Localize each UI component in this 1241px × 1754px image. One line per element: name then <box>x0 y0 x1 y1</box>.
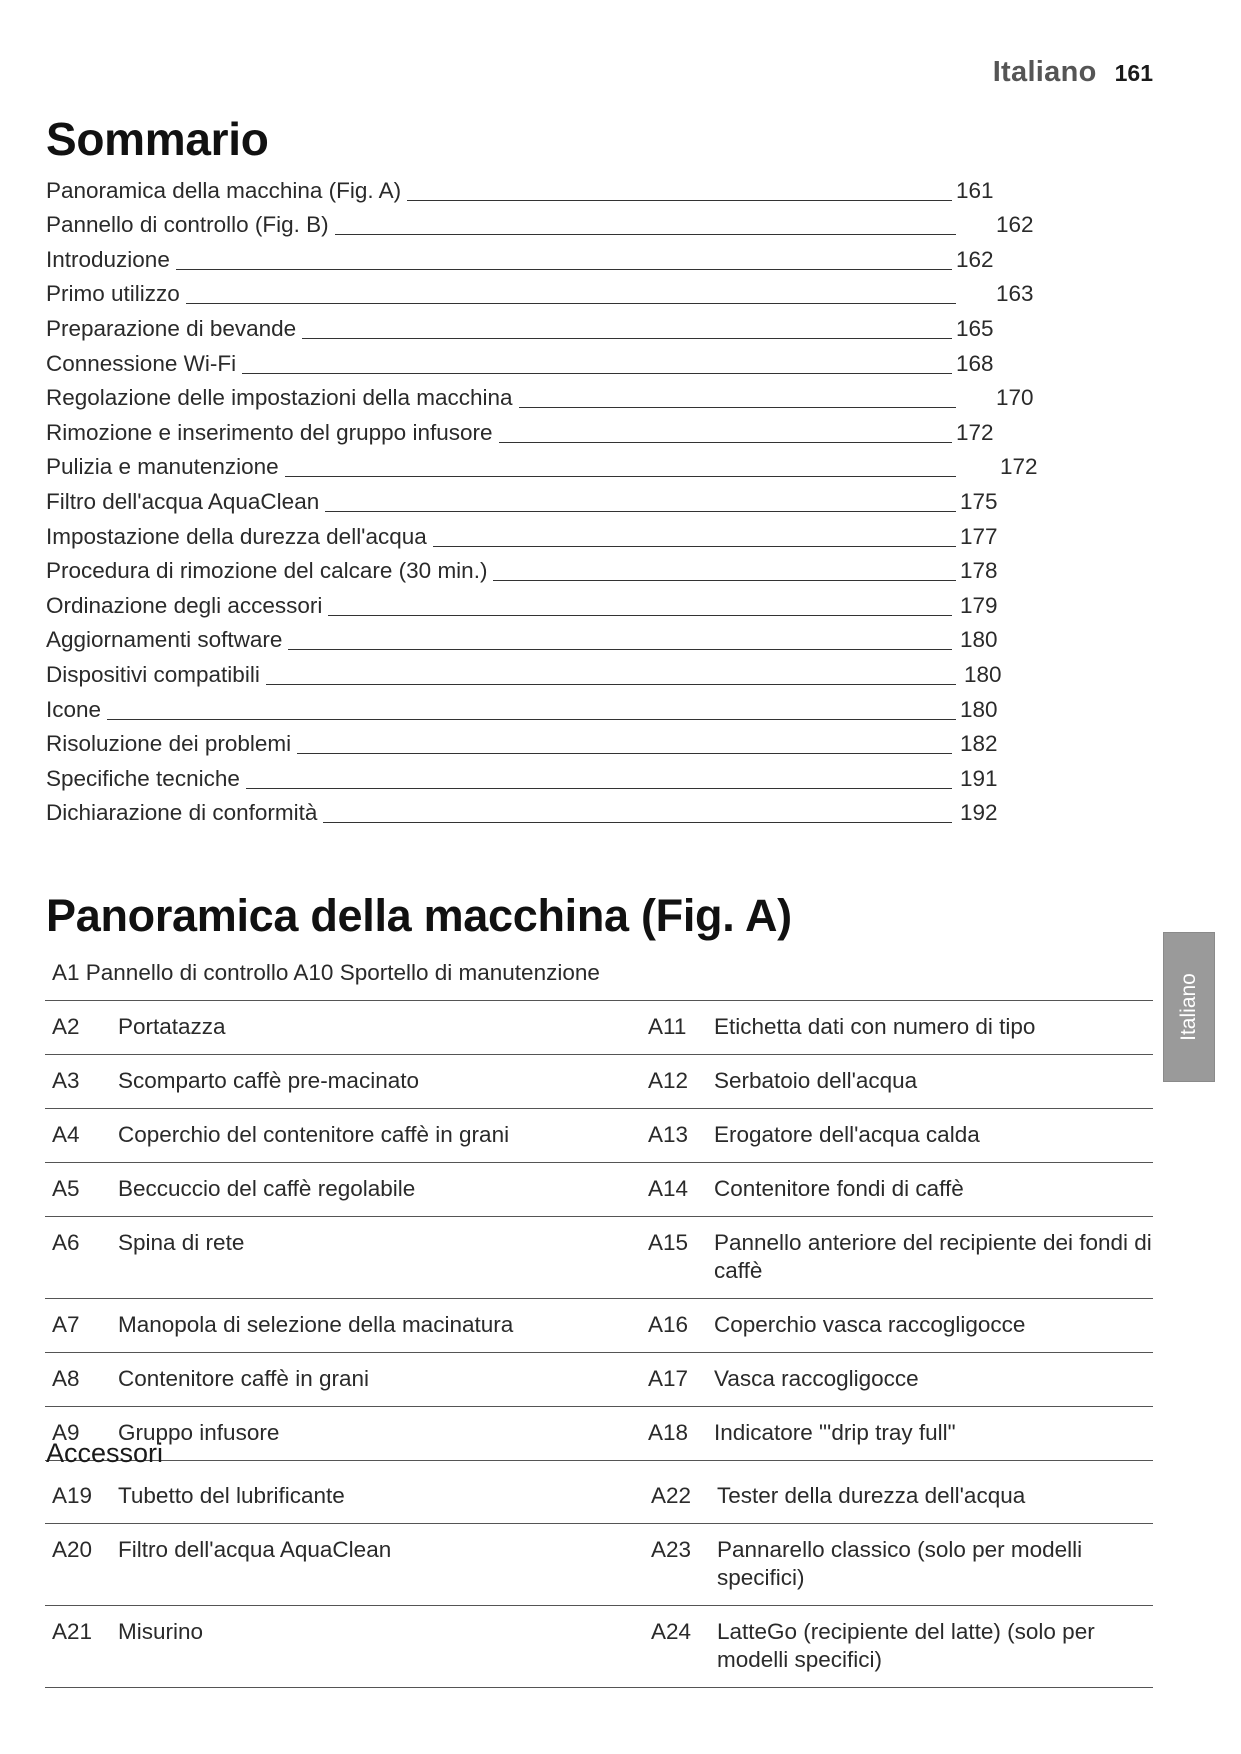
table-row <box>45 1109 1153 1163</box>
toc-entry-page: 180 <box>960 696 998 722</box>
header-page-number: 161 <box>1114 60 1153 86</box>
toc-entry[interactable] <box>46 449 1166 484</box>
toc-leader-line <box>176 269 952 270</box>
toc-entry-title: Preparazione di bevande <box>46 315 297 341</box>
table-row <box>45 1470 1153 1524</box>
toc-entry[interactable] <box>46 380 1166 415</box>
toc-entry-title: Regolazione delle impostazioni della macchina <box>46 385 513 411</box>
toc-entry-page: 162 <box>996 212 1034 238</box>
toc-entry[interactable] <box>46 760 1166 795</box>
toc-leader-line <box>246 788 952 789</box>
toc-leader-line <box>186 303 956 304</box>
toc-entry-title: Pulizia e manutenzione <box>46 454 279 480</box>
toc-title: Sommario <box>46 113 269 165</box>
toc-leader-line <box>328 615 952 616</box>
table-row <box>45 1606 1153 1688</box>
toc-leader-line <box>407 200 952 201</box>
toc-entry[interactable] <box>46 587 1166 622</box>
toc-entry-title: Connessione Wi-Fi <box>46 350 237 376</box>
table-row <box>45 1353 1153 1407</box>
language-side-tab <box>1163 932 1215 1082</box>
part-name: Etichetta dati con numero di tipo <box>714 1014 1036 1039</box>
header-language: Italiano <box>992 56 1097 88</box>
toc-entry[interactable] <box>46 172 1166 207</box>
toc-leader-line <box>266 684 956 685</box>
toc-entry[interactable] <box>46 795 1166 830</box>
part-code: A18 <box>648 1420 689 1445</box>
part-code: A16 <box>648 1312 689 1337</box>
part-code: A11 <box>648 1014 687 1039</box>
toc-leader-line <box>302 338 952 339</box>
toc-entry-page: 180 <box>964 661 1002 687</box>
toc-entry-title: Impostazione della durezza dell'acqua <box>46 523 427 549</box>
toc-entry-page: 182 <box>960 731 998 757</box>
part-name: Portatazza <box>118 1014 226 1039</box>
part-code: A4 <box>52 1122 80 1147</box>
toc-entry[interactable] <box>46 726 1166 761</box>
part-name: Contenitore fondi di caffè <box>714 1176 964 1201</box>
toc-entry-title: Specifiche tecniche <box>46 765 240 791</box>
toc-entry-page: 177 <box>960 523 998 549</box>
table-row <box>45 1524 1153 1606</box>
accessories-table <box>45 1470 1153 1688</box>
part-code: A6 <box>52 1230 80 1255</box>
toc-entry[interactable] <box>46 310 1166 345</box>
part-name: Erogatore dell'acqua calda <box>714 1122 980 1147</box>
toc-leader-line <box>499 442 952 443</box>
part-code: A8 <box>52 1366 80 1391</box>
page-header <box>993 56 1153 89</box>
part-code: A22 <box>651 1483 692 1508</box>
toc-leader-line <box>335 234 956 235</box>
parts-table <box>45 1000 1153 1461</box>
table-row <box>45 1163 1153 1217</box>
toc-entry-title: Filtro dell'acqua AquaClean <box>46 488 320 514</box>
toc-entry[interactable] <box>46 518 1166 553</box>
toc-leader-line <box>325 511 956 512</box>
part-code: A2 <box>52 1014 80 1039</box>
side-tab-label: Italiano <box>1177 973 1200 1041</box>
part-name: Spina di rete <box>118 1230 245 1255</box>
toc-entry-page: 168 <box>956 350 994 376</box>
toc-leader-line <box>107 719 956 720</box>
part-code: A5 <box>52 1176 80 1201</box>
part-code: A13 <box>648 1122 689 1147</box>
toc-entry-page: 178 <box>960 558 998 584</box>
part-name: Beccuccio del caffè regolabile <box>118 1176 416 1201</box>
toc-entry-title: Pannello di controllo (Fig. B) <box>46 212 329 238</box>
part-code: A23 <box>651 1537 692 1562</box>
toc-leader-line <box>285 476 956 477</box>
part-name: Gruppo infusore <box>118 1420 280 1445</box>
toc-entry-title: Procedura di rimozione del calcare (30 min.) <box>46 558 488 584</box>
part-code: A20 <box>52 1537 93 1562</box>
accessories-title: Accessori <box>46 1438 164 1468</box>
toc-entry[interactable] <box>46 483 1166 518</box>
part-code: A12 <box>648 1068 689 1093</box>
toc-leader-line <box>242 373 952 374</box>
toc-leader-line <box>297 753 952 754</box>
part-code: A17 <box>648 1366 689 1391</box>
part-code: A14 <box>648 1176 689 1201</box>
toc-leader-line <box>519 407 956 408</box>
part-name: Serbatoio dell'acqua <box>714 1068 918 1093</box>
toc-entry[interactable] <box>46 276 1166 311</box>
table-row <box>45 1217 1153 1299</box>
part-code: A24 <box>651 1619 692 1644</box>
toc-leader-line <box>433 546 956 547</box>
toc-entry-page: 162 <box>956 246 994 272</box>
table-row <box>45 1055 1153 1109</box>
toc-entry-page: 163 <box>996 281 1034 307</box>
toc-entry-page: 172 <box>956 419 994 445</box>
part-name: Manopola di selezione della macinatura <box>118 1312 514 1337</box>
toc-entry-title: Dichiarazione di conformità <box>46 800 318 826</box>
part-name: Vasca raccogligocce <box>714 1366 919 1391</box>
part-code: A15 <box>648 1230 689 1255</box>
part-name: Indicatore "'drip tray full" <box>714 1420 956 1445</box>
toc-entry-page: 161 <box>956 177 994 203</box>
toc-entry[interactable] <box>46 691 1166 726</box>
part-name: Pannarello classico (solo per modelli specifici) <box>717 1537 1083 1590</box>
toc-entry[interactable] <box>46 414 1166 449</box>
toc-leader-line <box>323 822 952 823</box>
table-of-contents <box>46 172 1166 829</box>
part-code: A21 <box>52 1619 93 1644</box>
toc-entry[interactable] <box>46 241 1166 276</box>
part-name: Filtro dell'acqua AquaClean <box>118 1537 392 1562</box>
toc-entry[interactable] <box>46 345 1166 380</box>
toc-entry[interactable] <box>46 656 1166 691</box>
part-name: Tubetto del lubrificante <box>118 1483 345 1508</box>
toc-entry-title: Risoluzione dei problemi <box>46 731 292 757</box>
overview-intro: A1 Pannello di controllo A10 Sportello di manutenzione <box>52 960 600 985</box>
toc-entry[interactable] <box>46 622 1166 657</box>
part-name: Coperchio vasca raccogligocce <box>714 1312 1026 1337</box>
toc-entry-page: 170 <box>996 385 1034 411</box>
toc-entry-page: 191 <box>960 765 998 791</box>
part-name: Pannello anteriore del recipiente dei fondi di caffè <box>714 1230 1152 1283</box>
toc-entry-title: Dispositivi compatibili <box>46 661 260 687</box>
overview-title: Panoramica della macchina (Fig. A) <box>46 890 792 941</box>
part-name: Tester della durezza dell'acqua <box>717 1483 1026 1508</box>
toc-entry-page: 180 <box>960 627 998 653</box>
toc-leader-line <box>493 580 956 581</box>
toc-entry-page: 192 <box>960 800 998 826</box>
table-row <box>45 1407 1153 1461</box>
toc-entry-page: 172 <box>1000 454 1038 480</box>
part-name: Scomparto caffè pre-macinato <box>118 1068 419 1093</box>
part-name: Misurino <box>118 1619 204 1644</box>
part-code: A7 <box>52 1312 80 1337</box>
toc-entry-page: 179 <box>960 592 998 618</box>
toc-entry-title: Panoramica della macchina (Fig. A) <box>46 177 402 203</box>
toc-entry-page: 165 <box>956 315 994 341</box>
part-code: A19 <box>52 1483 93 1508</box>
table-row <box>45 1001 1153 1055</box>
toc-entry-title: Primo utilizzo <box>46 281 180 307</box>
part-name: Contenitore caffè in grani <box>118 1366 369 1391</box>
toc-entry-title: Icone <box>46 696 102 722</box>
toc-entry-title: Introduzione <box>46 246 170 272</box>
toc-entry-title: Ordinazione degli accessori <box>46 592 323 618</box>
toc-entry[interactable] <box>46 207 1166 242</box>
table-row <box>45 1299 1153 1353</box>
part-name: LatteGo (recipiente del latte) (solo per modelli specifici) <box>717 1619 1095 1672</box>
toc-entry-title: Aggiornamenti software <box>46 627 283 653</box>
toc-entry[interactable] <box>46 553 1166 588</box>
toc-leader-line <box>288 649 952 650</box>
part-code: A9 <box>52 1420 80 1445</box>
toc-entry-page: 175 <box>960 488 998 514</box>
toc-entry-title: Rimozione e inserimento del gruppo infusore <box>46 419 493 445</box>
part-code: A3 <box>52 1068 80 1093</box>
part-name: Coperchio del contenitore caffè in grani <box>118 1122 510 1147</box>
